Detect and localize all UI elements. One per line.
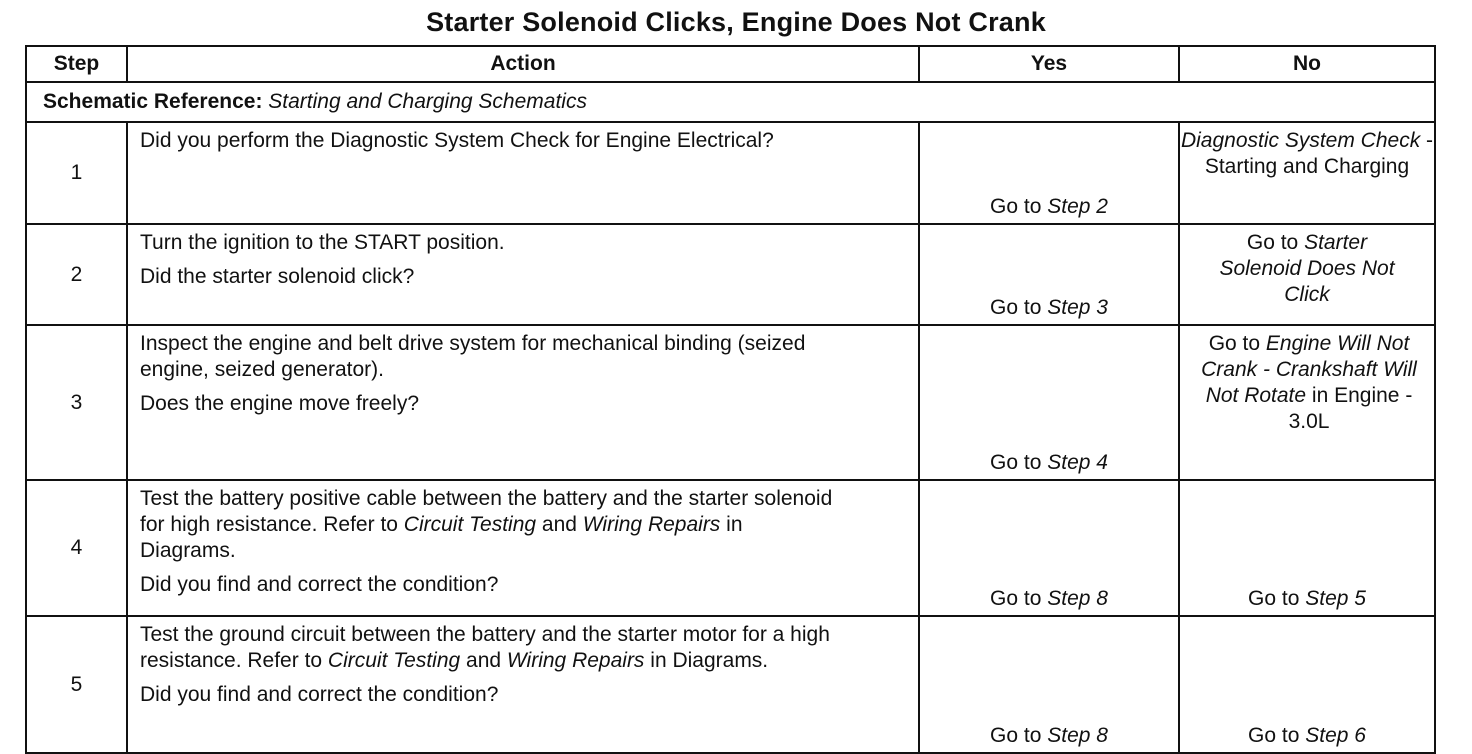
yes-link[interactable]: Step 4 [1047,451,1108,474]
no-prefix: Go to [1248,724,1306,747]
circuit-testing-link[interactable]: Circuit Testing [327,649,461,672]
step-number: 2 [26,224,127,325]
table-row [26,122,1435,224]
action-cell [127,224,919,325]
action-text: Inspect the engine and belt drive system for mechanical binding (seized engine, seized generator). [140,332,806,381]
table-row [26,224,1435,325]
yes-link[interactable]: Step 8 [1047,724,1108,747]
action-text-part: in Diagrams. [140,513,743,562]
no-cell [1179,480,1435,616]
yes-cell [919,325,1179,480]
header-row [26,46,1435,82]
action-text-part: Test the ground circuit between the battery and the starter motor for a high resistance. Refer to [140,623,830,672]
no-cell [1179,224,1435,325]
diagnostic-table [25,45,1436,754]
table-row [26,325,1435,480]
yes-prefix: Go to [990,587,1048,610]
action-text-part: Test the battery positive cable between the battery and the starter solenoid for high resistance. Refer to [140,487,833,536]
header-no: No [1179,46,1435,82]
reference-label: Schematic Reference: [43,90,263,113]
action-question: Did you find and correct the condition? [140,683,499,706]
no-suffix: in Engine - 3.0L [1288,384,1413,433]
wiring-repairs-link[interactable]: Wiring Repairs [506,649,645,672]
action-cell [127,616,919,753]
yes-cell [919,480,1179,616]
yes-prefix: Go to [990,195,1048,218]
schematic-reference [26,82,1435,122]
yes-prefix: Go to [990,451,1048,474]
table-row [26,616,1435,753]
no-link[interactable]: Step 5 [1305,587,1366,610]
action-question: Does the engine move freely? [140,392,419,415]
step-number: 3 [26,325,127,480]
yes-link[interactable]: Step 2 [1047,195,1108,218]
page-title: Starter Solenoid Clicks, Engine Does Not Crank [426,7,1046,37]
action-cell [127,122,919,224]
no-cell [1179,616,1435,753]
reference-value: Starting and Charging Schematics [268,90,587,113]
no-prefix: Go to [1248,587,1306,610]
yes-link[interactable]: Step 8 [1047,587,1108,610]
yes-cell [919,224,1179,325]
no-link[interactable]: Engine Will Not Crank - Crankshaft Will Not Rotate [1201,332,1417,407]
header-action: Action [127,46,919,82]
action-text-part: and [536,513,583,536]
no-link[interactable]: Diagnostic System Check [1180,129,1421,152]
step-number: 4 [26,480,127,616]
table-row [26,480,1435,616]
action-question: Did the starter solenoid click? [140,265,415,288]
header-yes: Yes [919,46,1179,82]
no-link[interactable]: Starter Solenoid Does Not Click [1219,231,1395,306]
action-text [140,622,908,674]
yes-prefix: Go to [990,296,1048,319]
action-text [140,486,908,564]
no-cell [1179,122,1435,224]
circuit-testing-link[interactable]: Circuit Testing [403,513,537,536]
action-text: Turn the ignition to the START position. [140,231,505,254]
action-cell [127,325,919,480]
step-number: 5 [26,616,127,753]
action-text-part: and [460,649,507,672]
action-question: Did you find and correct the condition? [140,573,499,596]
step-number: 1 [26,122,127,224]
no-link[interactable]: Step 6 [1305,724,1366,747]
action-text-part: in Diagrams. [644,649,769,672]
no-cell [1179,325,1435,480]
yes-prefix: Go to [990,724,1048,747]
wiring-repairs-link[interactable]: Wiring Repairs [582,513,721,536]
yes-link[interactable]: Step 3 [1047,296,1108,319]
yes-cell [919,616,1179,753]
no-suffix: - Starting and Charging [1204,129,1434,178]
header-step: Step [26,46,127,82]
action-text: Did you perform the Diagnostic System Check for Engine Electrical? [140,129,774,152]
schematic-reference-row [26,82,1435,122]
no-prefix: Go to [1208,332,1266,355]
no-prefix: Go to [1246,231,1305,254]
yes-cell [919,122,1179,224]
action-cell [127,480,919,616]
